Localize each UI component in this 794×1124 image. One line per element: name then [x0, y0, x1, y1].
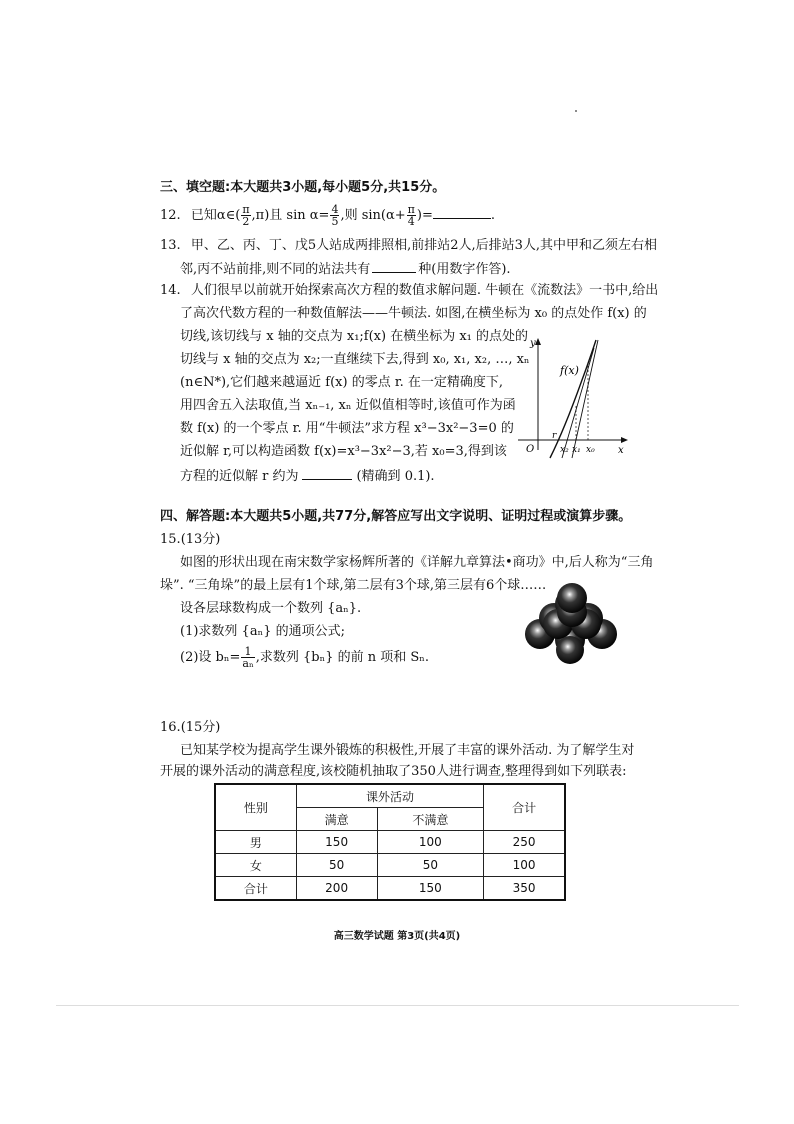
q15-part1: (1)求数列 {aₙ} 的通项公式;	[180, 624, 345, 639]
q14-number: 14.	[160, 283, 181, 298]
curve-label: f(x)	[560, 364, 579, 377]
table-cell: 250	[484, 831, 565, 854]
table-cell: 350	[484, 877, 565, 901]
table-cell: 150	[296, 831, 377, 854]
q15-part2-a: (2)设 bₙ=	[180, 650, 241, 665]
q14-line9	[180, 465, 435, 487]
page-divider	[56, 1005, 739, 1006]
q15-line1: 如图的形状出现在南宋数学家杨辉所著的《详解九章算法•商功》中,后人称为“三角	[180, 555, 654, 570]
contingency-table	[214, 783, 566, 901]
question-16-header	[160, 718, 220, 738]
x-axis-arrow	[621, 437, 628, 443]
r-label: r	[552, 431, 557, 441]
x1-label: x₁	[572, 445, 581, 455]
q14-line8: 近似解 r,可以构造函数 f(x)=x³−3x²−3,若 x₀=3,得到该	[180, 444, 507, 459]
scan-speck	[575, 110, 577, 112]
q12-number: 12.	[160, 208, 181, 223]
q14-line3: 切线,该切线与 x 轴的交点为 x₁;f(x) 在横坐标为 x₁ 的点处的	[180, 329, 529, 344]
y-axis-label: y	[530, 338, 536, 349]
header-activity: 课外活动	[296, 784, 483, 808]
q15-frac-1-an: $\frac{1}{\text{aₙ}}$	[242, 645, 254, 670]
question-12	[160, 204, 495, 227]
q15-part2	[180, 646, 429, 669]
q13-answer-blank[interactable]	[372, 258, 416, 273]
table-cell: 100	[377, 831, 484, 854]
origin-label: O	[526, 444, 535, 455]
page-footer: 高三数学试题 第3页(共4页)	[333, 931, 461, 942]
q12-answer-blank[interactable]	[433, 204, 491, 219]
q16-line1: 已知某学校为提高学生课外锻炼的积极性,开展了丰富的课外活动. 为了解学生对	[180, 743, 635, 758]
ball-layer-1	[557, 583, 587, 613]
q15-line3: 设各层球数构成一个数列 {aₙ}.	[180, 601, 362, 616]
q13-line1: 甲、乙、丙、丁、戊5人站成两排照相,前排站2人,后排站3人,其中甲和乙须左右相	[190, 238, 658, 253]
q13-line2-b: 种(用数字作答).	[418, 262, 511, 277]
q14-line2: 了高次代数方程的一种数值解法——牛顿法. 如图,在横坐标为 x₀ 的点处作 f(x) 的	[180, 306, 647, 321]
x2-label: x₂	[560, 445, 569, 455]
table-cell: 50	[377, 854, 484, 877]
section4-heading: 四、解答题:本大题共5小题,共77分,解答应写出文字说明、证明过程或演算步骤。	[160, 509, 632, 524]
table-cell: 男	[215, 831, 296, 854]
q16-number: 16.	[160, 720, 181, 735]
q14-line9-a: 方程的近似解 r 约为	[180, 469, 299, 484]
triangular-ball-pile	[524, 578, 626, 664]
table-cell: 50	[296, 854, 377, 877]
q15-line2: 垛”. “三角垛”的最上层有1个球,第二层有3个球,第三层有6个球……	[160, 578, 547, 593]
q14-line5: (n∈N*),它们越来越逼近 f(x) 的零点 r. 在一定精确度下,	[180, 375, 504, 390]
header-unsatisfied: 不满意	[377, 808, 484, 831]
q12-frac-pi-2: $\frac{\pi}{2}$	[242, 203, 250, 228]
table-header-row-1	[215, 784, 565, 808]
q15-part2-b: ,求数列 {bₙ} 的前 n 项和 Sₙ.	[255, 650, 430, 665]
table-cell: 200	[296, 877, 377, 901]
q14-line6: 用四舍五入法取值,当 xₙ₋₁, xₙ 近似值相等时,该值可作为函	[180, 398, 516, 413]
question-15-header	[160, 530, 220, 550]
q16-line2: 开展的课外活动的满意程度,该校随机抽取了350人进行调查,整理得到如下列联表:	[160, 764, 627, 779]
question-13-line2	[180, 258, 511, 280]
table-cell: 合计	[215, 877, 296, 901]
q12-end: .	[490, 208, 495, 223]
question-13-line1	[160, 236, 657, 256]
table-row	[215, 877, 565, 901]
y-axis-arrow	[535, 338, 541, 345]
x-axis-label: x	[618, 445, 624, 456]
q15-number: 15.	[160, 532, 181, 547]
q12-text-d: )=	[416, 208, 433, 223]
q14-line7: 数 f(x) 的一个零点 r. 用“牛顿法”求方程 x³−3x²−3=0 的	[180, 421, 514, 436]
newton-method-graph	[510, 336, 630, 460]
q13-line2-a: 邻,丙不站前排,则不同的站法共有	[180, 262, 371, 277]
q15-score: (13分)	[180, 532, 221, 547]
q12-text-c: ,则 sin(α+	[340, 208, 406, 223]
table-cell: 150	[377, 877, 484, 901]
table-row	[215, 831, 565, 854]
x0-label: x₀	[586, 445, 595, 455]
q12-text-b: ,π)且 sin α=	[251, 208, 330, 223]
q14-line9-b: (精确到 0.1).	[356, 469, 435, 484]
table-row	[215, 854, 565, 877]
header-satisfied: 满意	[296, 808, 377, 831]
table-cell: 100	[484, 854, 565, 877]
q12-text-a: 已知α∈(	[190, 208, 241, 223]
header-total: 合计	[484, 784, 565, 831]
q14-answer-blank[interactable]	[302, 465, 352, 480]
question-14-line1	[160, 281, 658, 301]
q13-number: 13.	[160, 238, 181, 253]
q12-frac-4-5: $\frac{4}{5}$	[331, 203, 339, 228]
header-gender: 性别	[215, 784, 296, 831]
table-cell: 女	[215, 854, 296, 877]
q16-score: (15分)	[180, 720, 221, 735]
q14-line1: 人们很早以前就开始探索高次方程的数值求解问题. 牛顿在《流数法》一书中,给出	[190, 283, 659, 298]
q14-line4: 切线与 x 轴的交点为 x₂;一直继续下去,得到 x₀, x₁, x₂, …, xₙ	[180, 352, 530, 367]
section3-heading: 三、填空题:本大题共3小题,每小题5分,共15分。	[160, 180, 446, 195]
q12-frac-pi-4: $\frac{\pi}{4}$	[407, 203, 415, 228]
